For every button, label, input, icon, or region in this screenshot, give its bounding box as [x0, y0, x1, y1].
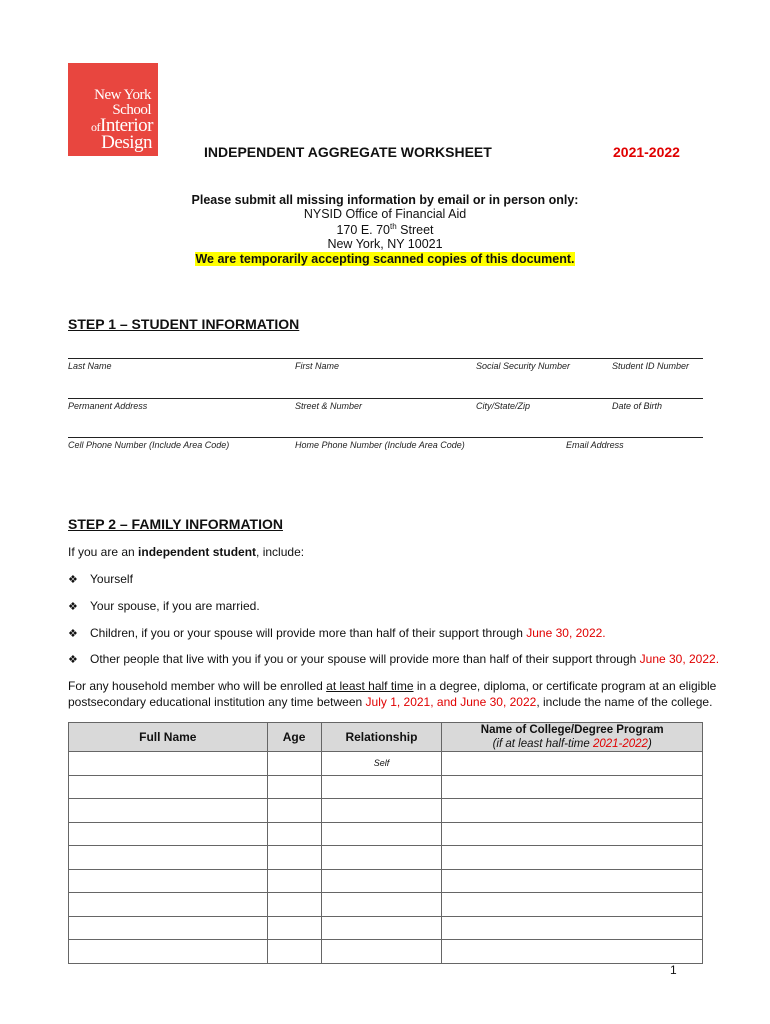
program-cell[interactable] — [442, 846, 703, 870]
office-city: New York, NY 10021 — [327, 237, 443, 251]
col-college-program: Name of College/Degree Program (if at least half-time 2021-2022) — [442, 723, 703, 752]
relationship-cell[interactable] — [321, 893, 442, 917]
age-cell[interactable] — [267, 799, 321, 823]
table-row — [69, 775, 703, 799]
logo-line-4: Design — [101, 132, 152, 153]
col-full-name: Full Name — [69, 723, 268, 752]
bullet-icon: ❖ — [68, 601, 78, 613]
page-number: 1 — [670, 963, 677, 977]
table-row — [69, 846, 703, 870]
program-cell[interactable] — [442, 893, 703, 917]
label-first-name: First Name — [295, 361, 340, 371]
age-cell[interactable] — [267, 893, 321, 917]
document-title: INDEPENDENT AGGREGATE WORKSHEET — [204, 144, 492, 160]
table-row — [69, 893, 703, 917]
field-line — [68, 398, 703, 399]
age-cell[interactable] — [267, 846, 321, 870]
enrollment-instructions-line2: postsecondary educational institution any time between July 1, 2021, and June 30, 2022, include the name of the college. — [68, 695, 713, 709]
label-home-phone: Home Phone Number (Include Area Code) — [295, 440, 465, 450]
relationship-cell[interactable] — [321, 869, 442, 893]
bullet-icon: ❖ — [68, 628, 78, 640]
age-cell[interactable] — [267, 916, 321, 940]
table-row — [69, 940, 703, 964]
age-cell[interactable] — [267, 775, 321, 799]
enrollment-instructions-line1: For any household member who will be enrolled at least half time in a degree, diploma, or certificate program at an eligible — [68, 679, 717, 693]
award-year: 2021-2022 — [613, 144, 680, 160]
table-row — [69, 916, 703, 940]
label-email: Email Address — [566, 440, 624, 450]
office-name: NYSID Office of Financial Aid — [303, 207, 467, 221]
list-item: ❖ Yourself — [68, 572, 133, 586]
list-item: ❖ Your spouse, if you are married. — [68, 599, 260, 613]
program-cell[interactable] — [442, 916, 703, 940]
field-line — [68, 358, 703, 359]
relationship-cell[interactable] — [321, 916, 442, 940]
table-row — [69, 869, 703, 893]
relationship-cell[interactable] — [321, 940, 442, 964]
table-row — [69, 822, 703, 846]
step2-heading: STEP 2 – FAMILY INFORMATION — [68, 516, 283, 532]
name-cell[interactable] — [69, 940, 268, 964]
name-cell[interactable] — [69, 893, 268, 917]
col-age: Age — [267, 723, 321, 752]
label-city-state-zip: City/State/Zip — [476, 401, 531, 411]
submit-heading: Please submit all missing information by email or in person only: — [191, 193, 579, 207]
list-item: ❖ Children, if you or your spouse will provide more than half of their support through June 30, 2022. — [68, 626, 606, 640]
table-row — [69, 799, 703, 823]
name-cell[interactable] — [69, 846, 268, 870]
col-relationship: Relationship — [321, 723, 442, 752]
label-date-of-birth: Date of Birth — [612, 401, 663, 411]
label-cell-phone: Cell Phone Number (Include Area Code) — [68, 440, 230, 450]
age-cell[interactable] — [267, 940, 321, 964]
program-cell[interactable] — [442, 799, 703, 823]
name-cell[interactable] — [69, 775, 268, 799]
bullet-icon: ❖ — [68, 654, 78, 666]
label-ssn: Social Security Number — [476, 361, 571, 371]
name-cell[interactable] — [69, 799, 268, 823]
step1-heading: STEP 1 – STUDENT INFORMATION — [68, 316, 300, 332]
step2-intro: If you are an independent student, include: — [68, 545, 305, 559]
label-street: Street & Number — [295, 401, 363, 411]
bullet-icon: ❖ — [68, 574, 78, 586]
logo-line-2: School — [112, 102, 151, 118]
office-street: 170 E. 70th Street — [336, 222, 434, 238]
name-cell[interactable] — [69, 752, 268, 776]
age-cell[interactable] — [267, 822, 321, 846]
program-cell[interactable] — [442, 869, 703, 893]
field-line — [68, 437, 703, 438]
relationship-cell[interactable] — [321, 846, 442, 870]
age-cell[interactable] — [267, 752, 321, 776]
relationship-cell[interactable] — [321, 799, 442, 823]
program-cell[interactable] — [442, 775, 703, 799]
label-student-id: Student ID Number — [612, 361, 690, 371]
list-item: ❖ Other people that live with you if you or your spouse will provide more than half of their support through June 30, 2022. — [68, 652, 720, 666]
table-header-row — [69, 723, 703, 752]
relationship-cell: Self — [321, 752, 442, 776]
logo-line-1: New York — [94, 87, 151, 103]
label-last-name: Last Name — [68, 361, 112, 371]
relationship-cell[interactable] — [321, 822, 442, 846]
age-cell[interactable] — [267, 869, 321, 893]
program-cell[interactable] — [442, 822, 703, 846]
household-members-table — [68, 722, 703, 964]
program-cell[interactable] — [442, 940, 703, 964]
program-cell[interactable] — [442, 752, 703, 776]
scan-note: We are temporarily accepting scanned copies of this document. — [195, 252, 575, 266]
name-cell[interactable] — [69, 916, 268, 940]
name-cell[interactable] — [69, 869, 268, 893]
logo-line-3: ofInterior — [91, 115, 153, 136]
nysid-logo — [68, 63, 158, 156]
table-row — [69, 752, 703, 776]
relationship-cell[interactable] — [321, 775, 442, 799]
name-cell[interactable] — [69, 822, 268, 846]
label-permanent-address: Permanent Address — [68, 401, 148, 411]
